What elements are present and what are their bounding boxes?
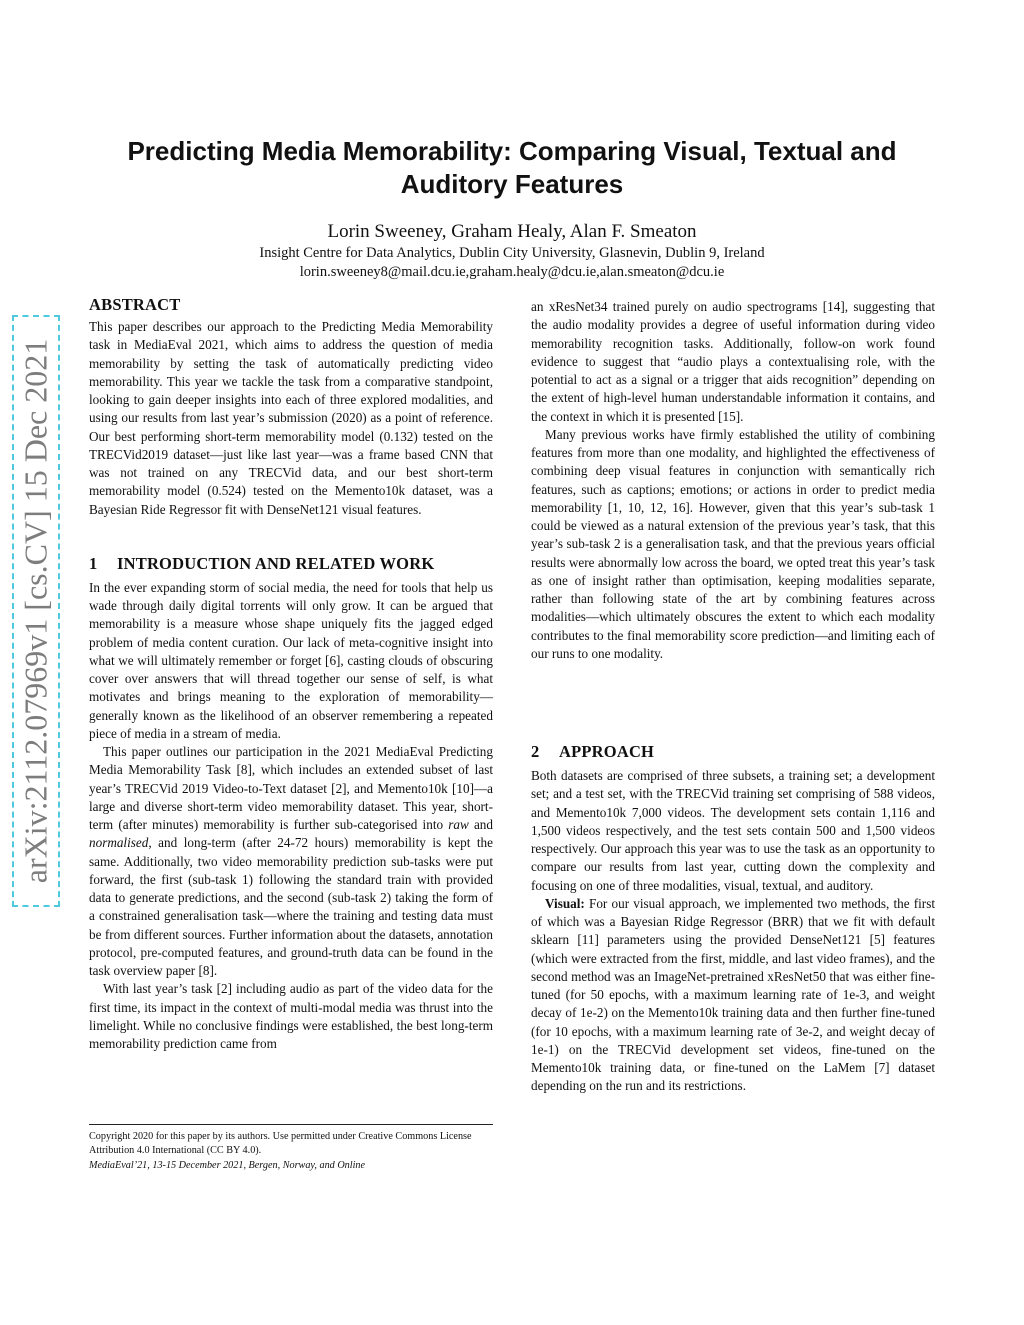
copyright-notice: Copyright 2020 for this paper by its authors. Use permitted under Creative Commons License Attribution 4.0 International (CC BY 4.0). bbox=[89, 1131, 472, 1156]
author-emails: lorin.sweeney8@mail.dcu.ie,graham.healy@dcu.ie,alan.smeaton@dcu.ie bbox=[299, 264, 725, 280]
arxiv-identifier: arXiv:2112.07969v1 [cs.CV] 15 Dec 2021 bbox=[17, 338, 54, 884]
right-column bbox=[531, 298, 935, 1096]
author-list: Lorin Sweeney, Graham Healy, Alan F. Smeaton bbox=[327, 221, 697, 242]
section-2-title: APPROACH bbox=[559, 742, 655, 761]
abstract-text: This paper describes our approach to the Predicting Media Memorability task in MediaEval 2021, which aims to address the question of media memorability by setting the task of automatically predicting video memorability. This year we tackle the task from a comparative standpoint, looking to gain deeper insights into each of three explored modalities, and using our results from last year’s submission (2020) as a point of reference. Our best performing short-term memorability model (0.132) tested on the TRECVid2019 dataset—just like last year—was a frame based CNN that was not trained on any TRECVid data, and our best short-term memorability model (0.524) tested on the Memento10k dataset, was a Bayesian Ride Regressor fit with DenseNet121 visual features. bbox=[89, 319, 493, 517]
arxiv-stamp bbox=[12, 315, 60, 907]
intro-paragraph-1: In the ever expanding storm of social media, the need for tools that help us wade through daily digital torrents will only grow. It can be argued that memorability is a measure whose shape uniquely fits the jagged edged problem of media content curation. Our lack of meta-cognitive insight into what we will ultimately remember or forget [6], casting clouds of obscuring cover over answers that will thread together our sense of self, is what motivates and brings meaning to the exploration of memorability—generally known as the likelihood of an observer remembering a repeated piece of media in a stream of media. bbox=[89, 579, 493, 741]
approach-visual-paragraph: Visual: For our visual approach, we implemented two methods, the first of which was a Bayesian Ridge Regressor (BRR) that we fit with default sklearn [11] parameters using the provided DenseNet121 [5] features (which were extracted from the first, middle, and last video frames), and the second method was an ImageNet-pretrained xResNet50 that was either fine-tuned (for 50 epochs, with a maximum learning rate of 1e-3, and weight decay of 1e-2) on the Memento10k training data and then further fine-tuned (for 10 epochs, with a maximum learning rate of 3e-2, and weight decay of 1e-1) on the TRECVid development set videos, fine-tuned on the Memento10k training data, or fine-tuned on the LaMem [7] dataset depending on the run and its restrictions. bbox=[531, 895, 935, 1094]
approach-paragraph-1: Both datasets are comprised of three subsets, a training set; a development set; and a test set, with the TRECVid training set comprising of 588 videos, and Memento10k 7,000 videos. The development sets contain 1,116 and 1,500 videos respectively, and the test sets contain 500 and 1,500 videos respectively. Our approach this year was to use the task as an opportunity to compare our results from last year, cutting down the complexity and focusing on one of three modalities, visual, textual, and auditory. bbox=[531, 768, 935, 893]
visual-label: Visual: bbox=[545, 895, 585, 911]
section-2-number: 2 bbox=[531, 742, 540, 761]
intro-paragraph-3: With last year’s task [2] including audio as part of the video data for the first time, its impact in the context of multi-modal media was thrust into the limelight. While no conclusive findings were established, the best long-term memorability prediction came from bbox=[89, 981, 493, 1051]
section-1-title: INTRODUCTION AND RELATED WORK bbox=[117, 553, 435, 573]
section-1-number: 1 bbox=[89, 553, 98, 573]
venue-line: MediaEval’21, 13-15 December 2021, Bergen, Norway, and Online bbox=[89, 1160, 366, 1171]
footnote-divider bbox=[89, 1124, 493, 1125]
intro-paragraph-3-continued: an xResNet34 trained purely on audio spectrograms [14], suggesting that the audio modality provides a degree of useful information during video memorability recognition tasks. Additionally, follow-on work found evidence to suggest that “audio plays a contextualising role, with the potential to act as a signal or a trigger that aids recognition” depending on the extent of high-level human understandable information it contains, and the context in which it is presented [15]. bbox=[531, 299, 935, 424]
term-raw: raw bbox=[448, 817, 469, 832]
section-1-heading bbox=[89, 553, 493, 575]
paper-title: Predicting Media Memorability: Comparing Visual, Textual and Auditory Features bbox=[127, 136, 897, 199]
intro-paragraph-2: This paper outlines our participation in the 2021 MediaEval Predicting Media Memorability Task [8], which includes an extended subset of last year’s TRECVid 2019 Video-to-Text dataset [2], and Memento10k [10]—a large and diverse short-term video memorability dataset. This year, short-term (after minutes) memorability is further sub-categorised into raw and normalised, and long-term (after 24-72 hours) memorability is kept the same. Additionally, two video memorability prediction sub-tasks were put forward, the first (sub-task 1) following the standard train with provided data to generate predictions, and the second (sub-task 2) taking the form of a constrained generalisation task—where the training and testing data must be from different sources. Further information about the datasets, annotation protocol, pre-computed features, and ground-truth data can be found in the task overview paper [8]. bbox=[89, 744, 493, 978]
term-normalised: normalised bbox=[89, 835, 149, 851]
section-2-heading bbox=[531, 741, 935, 763]
affiliation: Insight Centre for Data Analytics, Dublin City University, Glasnevin, Dublin 9, Ireland bbox=[259, 245, 765, 261]
footnote bbox=[89, 1130, 493, 1173]
intro-paragraph-4: Many previous works have firmly established the utility of combining features from more than one modality, and highlighted the effectiveness of combining deep visual features in conjunction with semantically rich features, such as captions; emotions; or actions in order to predict media memorability [1, 10, 12, 16]. However, given that this year’s sub-task 1 could be viewed as a natural extension of the previous year’s task, that this year’s sub-task 2 is a generalisation task, and that the previous years official results were abnormally low across the board, we opted treat this year’s task as one of insight rather than optimisation, keeping modalities separate, rather than following state of the art by combining features across modalities—which ultimately obscures the extent to which each modality contributes to the final memorability score prediction—and limiting each of our runs to one modality. bbox=[531, 426, 935, 661]
abstract-heading: ABSTRACT bbox=[89, 295, 181, 314]
left-column bbox=[89, 294, 493, 1053]
